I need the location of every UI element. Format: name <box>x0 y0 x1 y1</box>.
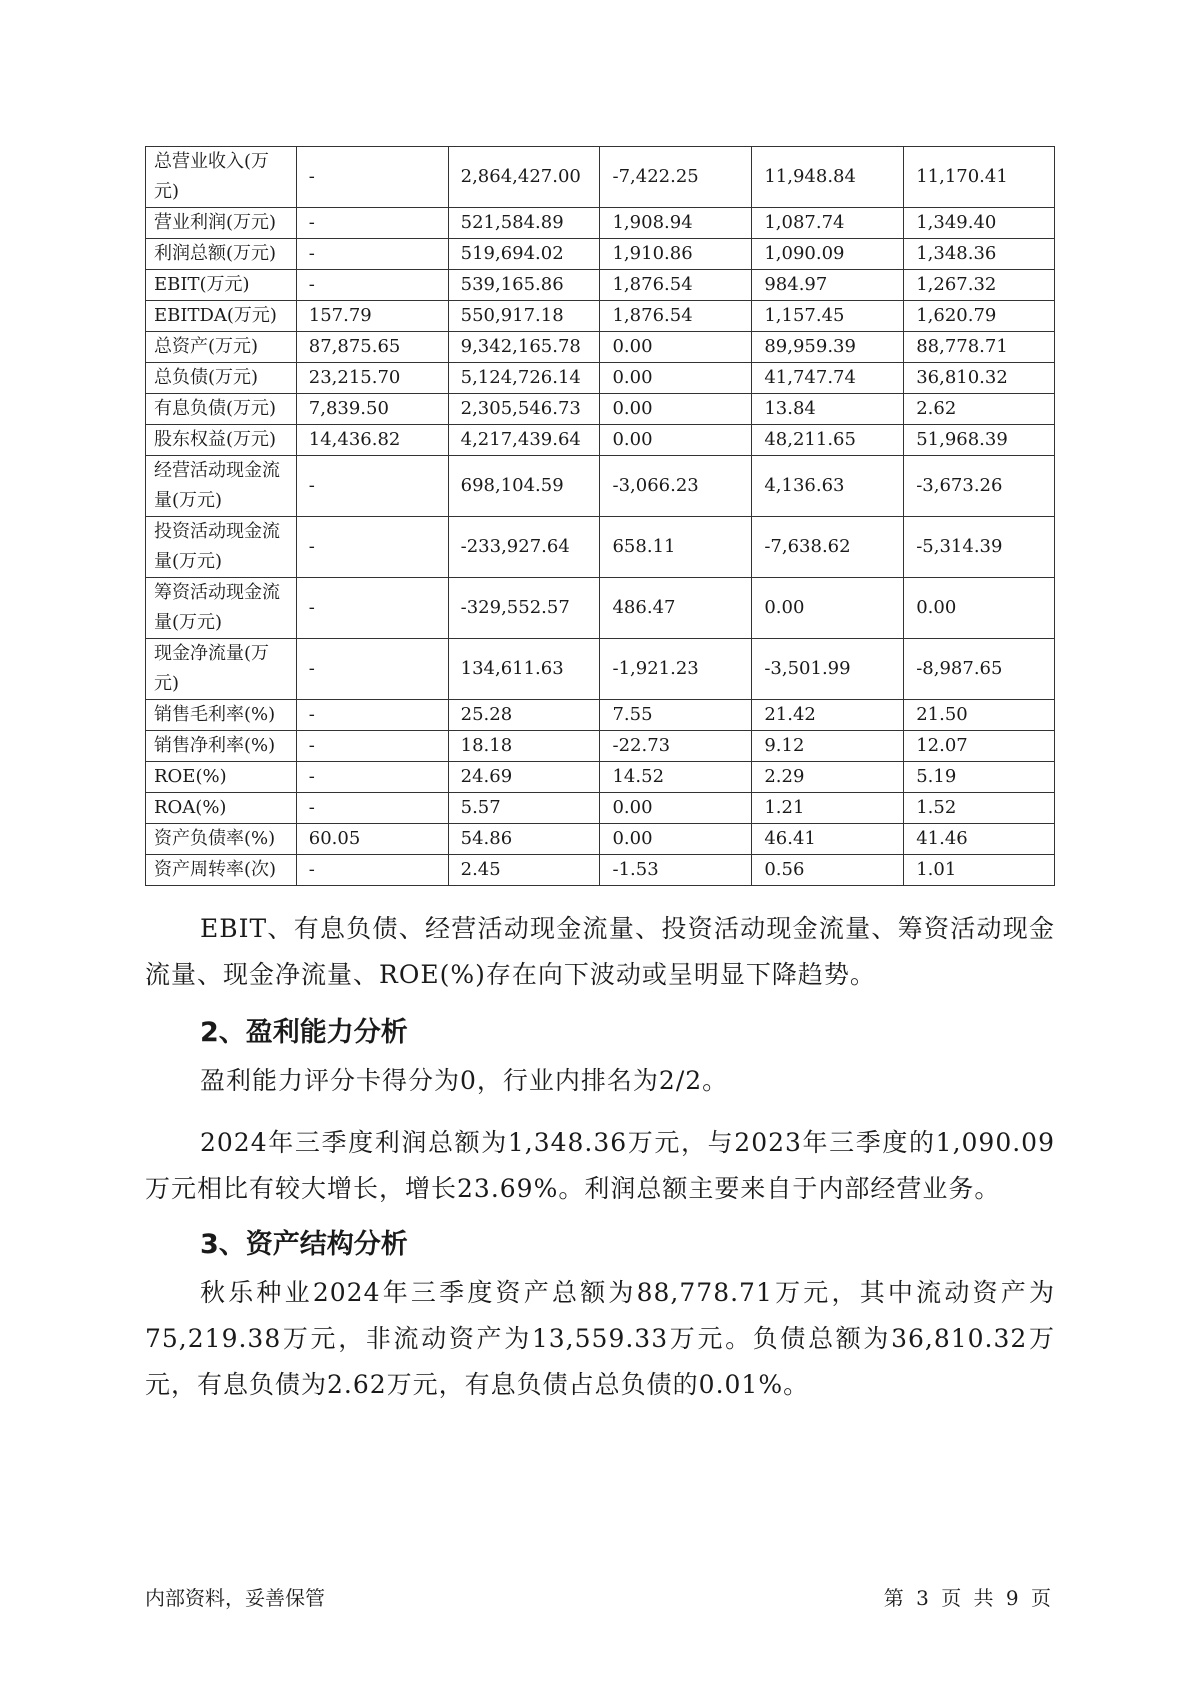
table-cell: 14.52 <box>600 762 752 793</box>
table-cell: 7.55 <box>600 700 752 731</box>
footer-page-number: 第 3 页 共 9 页 <box>883 1586 1051 1610</box>
table-cell: -233,927.64 <box>448 517 600 578</box>
table-cell: -7,422.25 <box>600 147 752 208</box>
table-cell: 18.18 <box>448 731 600 762</box>
row-label: 总营业收入(万元) <box>146 147 297 208</box>
row-label: 资产负债率(%) <box>146 824 297 855</box>
table-cell: 9,342,165.78 <box>448 332 600 363</box>
section-heading-profitability: 2、盈利能力分析 <box>200 1017 408 1048</box>
table-row <box>146 270 1055 301</box>
table-cell: 1,876.54 <box>600 301 752 332</box>
table-cell: - <box>296 517 448 578</box>
table-cell: 134,611.63 <box>448 639 600 700</box>
table-cell: 1,348.36 <box>904 239 1055 270</box>
table-cell: 2,305,546.73 <box>448 394 600 425</box>
table-body <box>146 147 1055 886</box>
table-cell: 4,136.63 <box>752 456 904 517</box>
table-cell: 51,968.39 <box>904 425 1055 456</box>
table-cell: - <box>296 639 448 700</box>
table-cell: 1,910.86 <box>600 239 752 270</box>
table-cell: 11,948.84 <box>752 147 904 208</box>
row-label: 总负债(万元) <box>146 363 297 394</box>
table-row <box>146 363 1055 394</box>
table-cell: -1.53 <box>600 855 752 886</box>
table-cell: - <box>296 793 448 824</box>
table-cell: -1,921.23 <box>600 639 752 700</box>
footer-confidential-note: 内部资料，妥善保管 <box>145 1586 325 1610</box>
table-cell: -7,638.62 <box>752 517 904 578</box>
trend-paragraph: EBIT、有息负债、经营活动现金流量、投资活动现金流量、筹资活动现金流量、现金净流量、ROE(%)存在向下波动或呈明显下降趋势。 <box>145 914 1055 989</box>
table-row <box>146 700 1055 731</box>
table-cell: - <box>296 456 448 517</box>
table-cell: 1,908.94 <box>600 208 752 239</box>
table-cell: 87,875.65 <box>296 332 448 363</box>
table-row <box>146 394 1055 425</box>
table-cell: 1.52 <box>904 793 1055 824</box>
table-cell: 60.05 <box>296 824 448 855</box>
table-cell: 0.00 <box>600 793 752 824</box>
table-cell: 1.01 <box>904 855 1055 886</box>
table-cell: 48,211.65 <box>752 425 904 456</box>
table-cell: - <box>296 270 448 301</box>
table-cell: 0.00 <box>600 332 752 363</box>
table-cell: 41.46 <box>904 824 1055 855</box>
table-cell: 550,917.18 <box>448 301 600 332</box>
table-cell: -8,987.65 <box>904 639 1055 700</box>
table-cell: 13.84 <box>752 394 904 425</box>
table-row <box>146 208 1055 239</box>
row-label: 营业利润(万元) <box>146 208 297 239</box>
table-row <box>146 425 1055 456</box>
row-label: ROE(%) <box>146 762 297 793</box>
table-cell: 486.47 <box>600 578 752 639</box>
table-cell: 41,747.74 <box>752 363 904 394</box>
table-cell: 14,436.82 <box>296 425 448 456</box>
row-label: 销售净利率(%) <box>146 731 297 762</box>
table-cell: 5.19 <box>904 762 1055 793</box>
table-cell: - <box>296 762 448 793</box>
table-cell: 1,620.79 <box>904 301 1055 332</box>
table-cell: 0.00 <box>600 824 752 855</box>
table-row <box>146 301 1055 332</box>
asset-structure-text <box>145 1270 1055 1408</box>
table-row <box>146 578 1055 639</box>
row-label: 利润总额(万元) <box>146 239 297 270</box>
table-cell: 54.86 <box>448 824 600 855</box>
table-cell: -3,066.23 <box>600 456 752 517</box>
row-label: 投资活动现金流量(万元) <box>146 517 297 578</box>
table-cell: 521,584.89 <box>448 208 600 239</box>
row-label: EBIT(万元) <box>146 270 297 301</box>
row-label: EBITDA(万元) <box>146 301 297 332</box>
row-label: ROA(%) <box>146 793 297 824</box>
table-cell: 1,267.32 <box>904 270 1055 301</box>
table-cell: 2,864,427.00 <box>448 147 600 208</box>
table-row <box>146 762 1055 793</box>
profit-growth-paragraph: 2024年三季度利润总额为1,348.36万元，与2023年三季度的1,090.09万元相比有较大增长，增长23.69%。利润总额主要来自于内部经营业务。 <box>145 1128 1055 1203</box>
table-cell: 0.00 <box>600 425 752 456</box>
table-cell: - <box>296 855 448 886</box>
row-label: 筹资活动现金流量(万元) <box>146 578 297 639</box>
row-label: 资产周转率(次) <box>146 855 297 886</box>
table-cell: - <box>296 578 448 639</box>
financial-table-wrapper <box>145 146 1055 886</box>
table-cell: 0.56 <box>752 855 904 886</box>
table-cell: - <box>296 700 448 731</box>
table-row <box>146 855 1055 886</box>
table-cell: 23,215.70 <box>296 363 448 394</box>
financial-metrics-table <box>145 146 1055 886</box>
table-row <box>146 332 1055 363</box>
table-cell: - <box>296 731 448 762</box>
table-cell: 24.69 <box>448 762 600 793</box>
table-cell: 539,165.86 <box>448 270 600 301</box>
table-row <box>146 147 1055 208</box>
table-cell: 157.79 <box>296 301 448 332</box>
profitability-score-paragraph: 盈利能力评分卡得分为0，行业内排名为2/2。 <box>200 1066 729 1095</box>
table-cell: -3,673.26 <box>904 456 1055 517</box>
table-cell: 9.12 <box>752 731 904 762</box>
table-cell: 46.41 <box>752 824 904 855</box>
row-label: 有息负债(万元) <box>146 394 297 425</box>
table-cell: -22.73 <box>600 731 752 762</box>
table-cell: 2.62 <box>904 394 1055 425</box>
table-row <box>146 824 1055 855</box>
table-cell: 21.42 <box>752 700 904 731</box>
table-row <box>146 731 1055 762</box>
table-cell: 89,959.39 <box>752 332 904 363</box>
table-cell: 0.00 <box>600 394 752 425</box>
table-cell: 698,104.59 <box>448 456 600 517</box>
row-label: 经营活动现金流量(万元) <box>146 456 297 517</box>
table-cell: -5,314.39 <box>904 517 1055 578</box>
table-cell: 0.00 <box>904 578 1055 639</box>
table-cell: 1,157.45 <box>752 301 904 332</box>
table-cell: 7,839.50 <box>296 394 448 425</box>
table-cell: 1,087.74 <box>752 208 904 239</box>
table-cell: 4,217,439.64 <box>448 425 600 456</box>
table-row <box>146 456 1055 517</box>
table-cell: 2.45 <box>448 855 600 886</box>
table-cell: 658.11 <box>600 517 752 578</box>
table-row <box>146 517 1055 578</box>
table-cell: 0.00 <box>752 578 904 639</box>
table-row <box>146 639 1055 700</box>
table-cell: 984.97 <box>752 270 904 301</box>
table-cell: 2.29 <box>752 762 904 793</box>
table-cell: 0.00 <box>600 363 752 394</box>
table-cell: 36,810.32 <box>904 363 1055 394</box>
table-cell: 12.07 <box>904 731 1055 762</box>
table-cell: 5,124,726.14 <box>448 363 600 394</box>
profitability-score-text <box>145 1058 1055 1104</box>
row-label: 现金净流量(万元) <box>146 639 297 700</box>
table-row <box>146 239 1055 270</box>
table-cell: -3,501.99 <box>752 639 904 700</box>
table-cell: -329,552.57 <box>448 578 600 639</box>
table-cell: - <box>296 239 448 270</box>
table-cell: 1.21 <box>752 793 904 824</box>
table-row <box>146 793 1055 824</box>
trend-summary <box>145 906 1055 998</box>
asset-structure-paragraph: 秋乐种业2024年三季度资产总额为88,778.71万元，其中流动资产为75,219.38万元，非流动资产为13,559.33万元。负债总额为36,810.32万元，有息负债为2.62万元，有息负债占总负债的0.01%。 <box>145 1278 1055 1399</box>
row-label: 股东权益(万元) <box>146 425 297 456</box>
table-cell: 1,876.54 <box>600 270 752 301</box>
table-cell: 25.28 <box>448 700 600 731</box>
table-cell: 1,349.40 <box>904 208 1055 239</box>
table-cell: 11,170.41 <box>904 147 1055 208</box>
table-cell: - <box>296 208 448 239</box>
table-cell: 88,778.71 <box>904 332 1055 363</box>
section-heading-asset-structure: 3、资产结构分析 <box>200 1229 408 1260</box>
row-label: 销售毛利率(%) <box>146 700 297 731</box>
profit-growth-text <box>145 1120 1055 1212</box>
table-cell: 519,694.02 <box>448 239 600 270</box>
table-cell: 21.50 <box>904 700 1055 731</box>
row-label: 总资产(万元) <box>146 332 297 363</box>
table-cell: - <box>296 147 448 208</box>
table-cell: 5.57 <box>448 793 600 824</box>
table-cell: 1,090.09 <box>752 239 904 270</box>
